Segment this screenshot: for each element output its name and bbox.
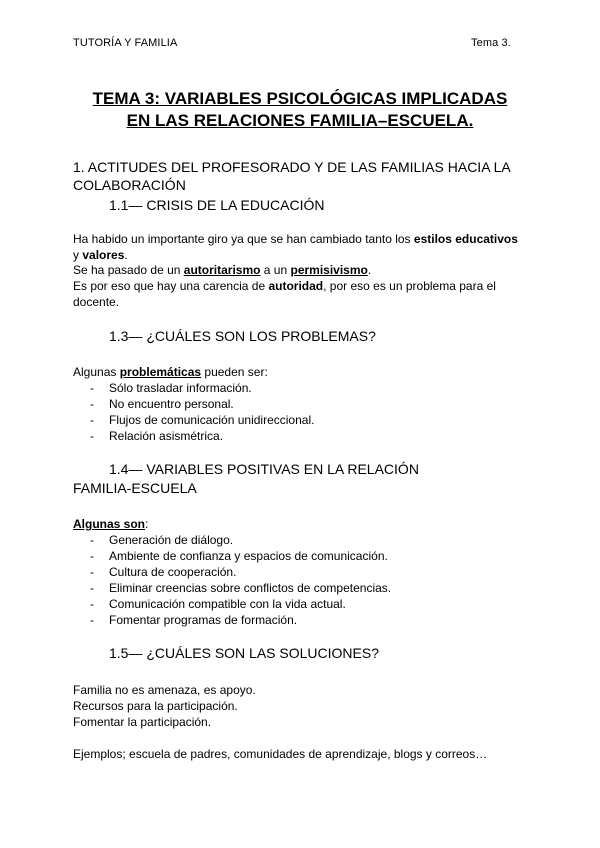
solution-line: Familia no es amenaza, es apoyo.: [73, 683, 256, 697]
paragraph-crisis-1: [73, 231, 533, 263]
list-item: - Flujos de comunicación unidireccional.: [90, 412, 314, 428]
list-item: - Ambiente de confianza y espacios de comunicación.: [90, 548, 391, 564]
bold-term-permisivismo: permisivismo: [290, 263, 368, 277]
solutions-lines: [73, 682, 533, 730]
title-line-1: TEMA 3: VARIABLES PSICOLÓGICAS IMPLICADAS: [92, 89, 508, 108]
list-item: - Eliminar creencias sobre conflictos de competencias.: [90, 580, 391, 596]
text-run: pueden ser:: [201, 365, 268, 379]
list-item: - No encuentro personal.: [90, 396, 314, 412]
solution-line: Recursos para la participación.: [73, 699, 238, 713]
text-run: a un: [260, 263, 291, 277]
list-item: - Cultura de cooperación.: [90, 564, 391, 580]
list-item: - Comunicación compatible con la vida actual.: [90, 596, 391, 612]
text-run: .: [367, 263, 372, 277]
subsection-1-5-heading: 1.5— ¿CUÁLES SON LAS SOLUCIONES?: [109, 645, 379, 661]
problems-list: [90, 380, 314, 444]
problems-intro: [73, 364, 533, 380]
list-item: - Relación asismétrica.: [90, 428, 314, 444]
list-item: - Generación de diálogo.: [90, 532, 391, 548]
text-run: Ha habido un importante giro ya que se han cambiado tanto los: [73, 232, 414, 246]
bold-term-problematicas: problemáticas: [119, 365, 202, 379]
paragraph-crisis-3: [73, 278, 533, 310]
text-run: y: [73, 248, 83, 262]
text-run: docente.: [73, 295, 120, 309]
text-run: , por eso es un problema para el: [323, 279, 496, 293]
document-title: [0, 88, 600, 132]
subsection-1-1-heading: 1.1— CRISIS DE LA EDUCACIÓN: [109, 197, 325, 213]
section-1-heading-line-2: COLABORACIÓN: [73, 177, 186, 193]
section-1-heading-line-1: 1. ACTITUDES DEL PROFESORADO Y DE LAS FAMILIAS HACIA LA: [73, 159, 511, 175]
positive-variables-list: [90, 532, 391, 628]
bold-term-autoritarismo: autoritarismo: [183, 263, 261, 277]
solution-line: Fomentar la participación.: [73, 715, 212, 729]
text-run: Se ha pasado de un: [73, 263, 184, 277]
examples-line: Ejemplos; escuela de padres, comunidades de aprendizaje, blogs y correos…: [73, 747, 488, 761]
section-1-heading: [73, 158, 543, 194]
bold-term-autoridad: autoridad: [268, 279, 324, 293]
list-item: - Sólo trasladar información.: [90, 380, 314, 396]
text-run: :: [145, 517, 149, 531]
header-course-title: TUTORÍA Y FAMILIA: [73, 37, 178, 49]
subsection-1-3-heading: 1.3— ¿CUÁLES SON LOS PROBLEMAS?: [109, 328, 376, 344]
bold-term-valores: valores: [82, 248, 125, 262]
subsection-1-4-heading-line-2: FAMILIA-ESCUELA: [73, 480, 197, 496]
list-item: - Fomentar programas de formación.: [90, 612, 391, 628]
text-run: Es por eso que hay una carencia de: [73, 279, 269, 293]
positive-variables-intro: [73, 516, 533, 532]
subsection-1-4-heading-line-1: 1.4— VARIABLES POSITIVAS EN LA RELACIÓN: [109, 461, 419, 477]
bold-term-algunas-son: Algunas son: [73, 517, 146, 531]
bold-term-estilos: estilos educativos: [413, 232, 518, 246]
text-run: Algunas: [73, 365, 120, 379]
title-line-2: EN LAS RELACIONES FAMILIA–ESCUELA.: [126, 111, 474, 130]
text-run: .: [124, 248, 128, 262]
header-topic-number: Tema 3.: [471, 37, 511, 49]
paragraph-crisis-2: [73, 262, 533, 278]
